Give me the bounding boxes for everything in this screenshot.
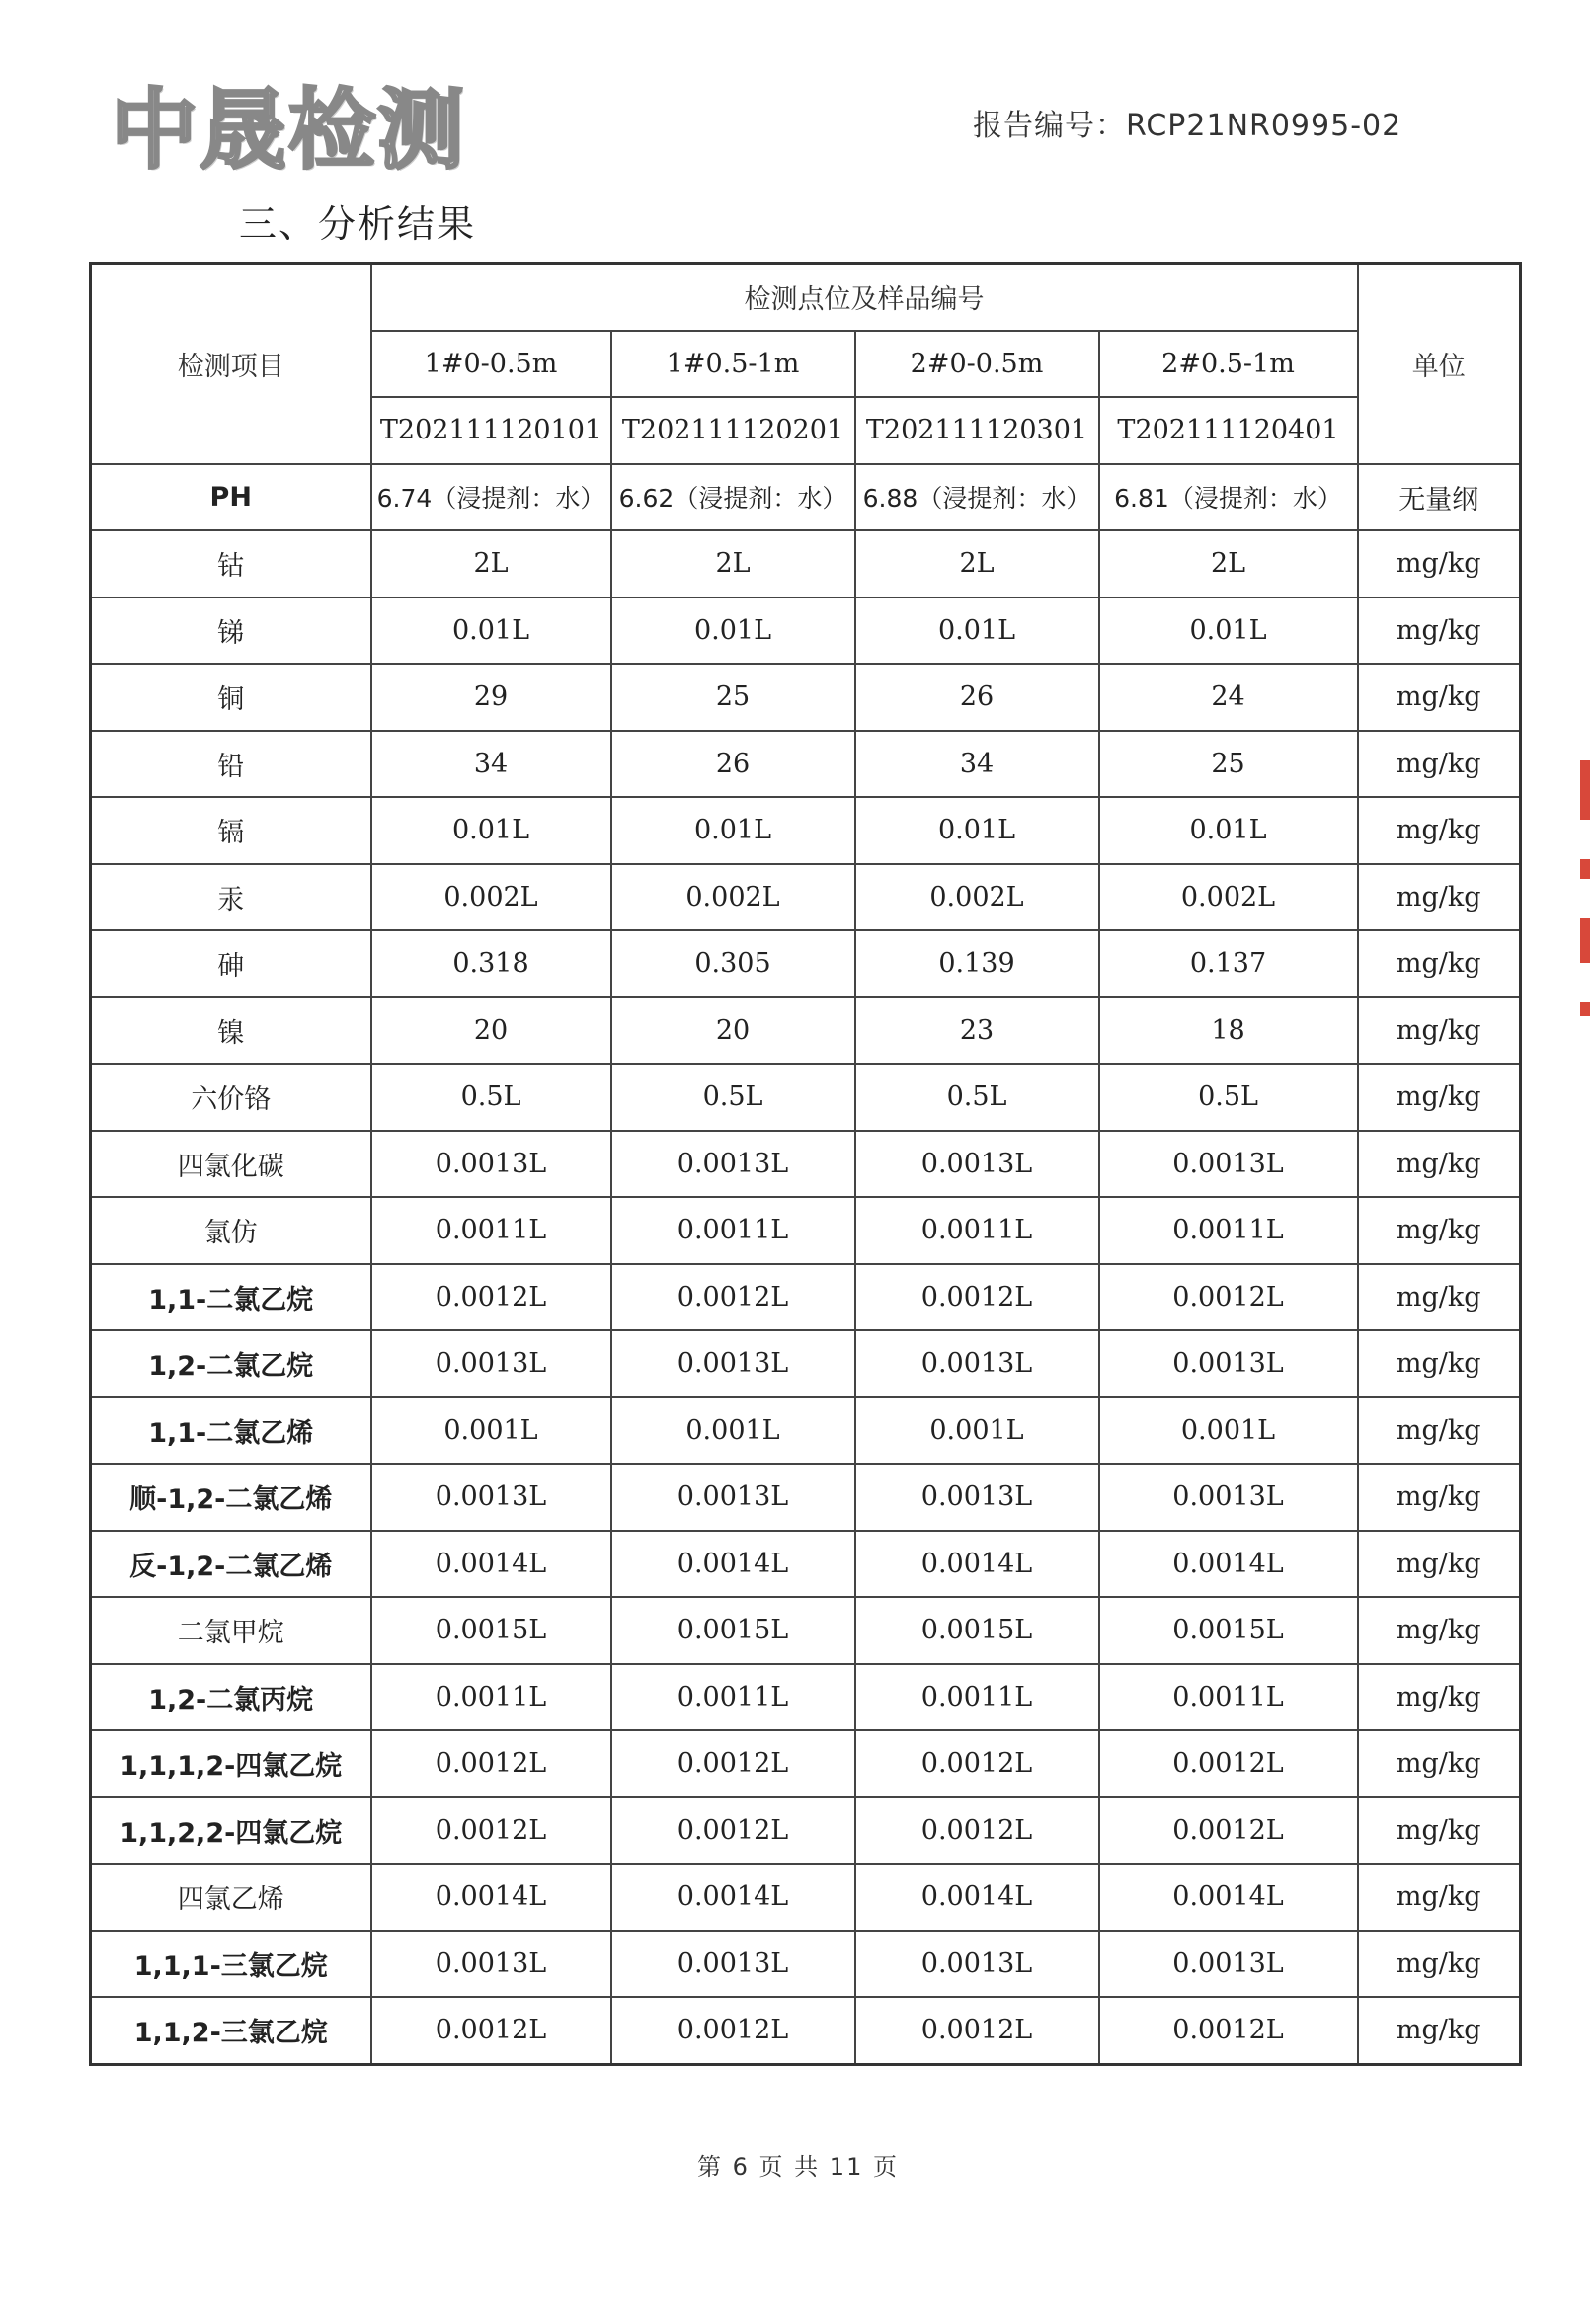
- table-row: [91, 997, 1521, 1065]
- table-row: [91, 1531, 1521, 1598]
- row-value: 0.0014L: [371, 1531, 611, 1598]
- row-unit: mg/kg: [1358, 1864, 1521, 1931]
- row-value: 34: [371, 731, 611, 798]
- row-item-name: 1,1-二氯乙烯: [91, 1397, 371, 1465]
- row-value: 0.0013L: [611, 1330, 855, 1397]
- row-value: 0.0013L: [1099, 1131, 1358, 1198]
- row-item-name: 1,1,2,2-四氯乙烷: [91, 1797, 371, 1865]
- row-value: 0.0012L: [1099, 1264, 1358, 1331]
- row-unit: mg/kg: [1358, 797, 1521, 864]
- row-item-name: 汞: [91, 864, 371, 931]
- row-value: 0.01L: [1099, 597, 1358, 665]
- row-item-name: 二氯甲烷: [91, 1597, 371, 1664]
- table-row: [91, 731, 1521, 798]
- table-row: [91, 797, 1521, 864]
- row-value: 6.88（浸提剂：水）: [855, 464, 1099, 531]
- row-value: 0.0012L: [371, 1997, 611, 2064]
- row-value: 0.0012L: [855, 1797, 1099, 1865]
- header-point: 1#0-0.5m: [371, 331, 611, 398]
- row-value: 20: [611, 997, 855, 1065]
- row-unit: mg/kg: [1358, 1330, 1521, 1397]
- row-unit: mg/kg: [1358, 1464, 1521, 1531]
- row-value: 0.0013L: [1099, 1464, 1358, 1531]
- row-value: 2L: [371, 530, 611, 597]
- row-unit: mg/kg: [1358, 1197, 1521, 1264]
- row-value: 0.0011L: [611, 1664, 855, 1731]
- row-unit: mg/kg: [1358, 597, 1521, 665]
- row-value: 25: [611, 664, 855, 731]
- row-item-name: 1,2-二氯丙烷: [91, 1664, 371, 1731]
- header-sample-id: T202111120101: [371, 397, 611, 464]
- row-value: 0.0015L: [611, 1597, 855, 1664]
- row-unit: mg/kg: [1358, 731, 1521, 798]
- table-row: [91, 1064, 1521, 1131]
- row-unit: mg/kg: [1358, 530, 1521, 597]
- table-row: [91, 1797, 1521, 1865]
- report-number-label: 报告编号：: [973, 109, 1126, 143]
- row-value: 0.5L: [1099, 1064, 1358, 1131]
- table-row: [91, 1464, 1521, 1531]
- row-item-name: 1,1,1,2-四氯乙烷: [91, 1730, 371, 1797]
- row-unit: mg/kg: [1358, 1597, 1521, 1664]
- row-item-name: 1,1-二氯乙烷: [91, 1264, 371, 1331]
- header-point: 2#0.5-1m: [1099, 331, 1358, 398]
- row-value: 2L: [611, 530, 855, 597]
- row-value: 0.0013L: [855, 1330, 1099, 1397]
- row-unit: mg/kg: [1358, 1131, 1521, 1198]
- row-value: 0.5L: [855, 1064, 1099, 1131]
- row-value: 0.0012L: [1099, 1997, 1358, 2064]
- table-row: [91, 1264, 1521, 1331]
- row-item-name: 四氯化碳: [91, 1131, 371, 1198]
- table-row: [91, 864, 1521, 931]
- row-value: 0.0014L: [855, 1531, 1099, 1598]
- row-value: 0.001L: [855, 1397, 1099, 1465]
- row-item-name: 六价铬: [91, 1064, 371, 1131]
- table-row: [91, 1597, 1521, 1664]
- row-item-name: 1,2-二氯乙烷: [91, 1330, 371, 1397]
- row-value: 0.0012L: [611, 1997, 855, 2064]
- row-value: 0.001L: [611, 1397, 855, 1465]
- row-value: 23: [855, 997, 1099, 1065]
- table-row: [91, 1197, 1521, 1264]
- row-value: 0.0013L: [855, 1464, 1099, 1531]
- row-value: 0.0012L: [1099, 1797, 1358, 1865]
- table-row: [91, 1397, 1521, 1465]
- row-unit: mg/kg: [1358, 1664, 1521, 1731]
- row-value: 0.0013L: [1099, 1330, 1358, 1397]
- row-unit: mg/kg: [1358, 864, 1521, 931]
- row-value: 0.139: [855, 930, 1099, 997]
- row-value: 24: [1099, 664, 1358, 731]
- row-value: 0.002L: [1099, 864, 1358, 931]
- row-unit: mg/kg: [1358, 1730, 1521, 1797]
- row-value: 0.002L: [855, 864, 1099, 931]
- row-unit: mg/kg: [1358, 930, 1521, 997]
- row-value: 0.0013L: [611, 1131, 855, 1198]
- results-table: [89, 262, 1522, 2066]
- row-value: 0.0012L: [855, 1730, 1099, 1797]
- row-value: 6.81（浸提剂：水）: [1099, 464, 1358, 531]
- row-value: 0.0014L: [855, 1864, 1099, 1931]
- table-row: [91, 530, 1521, 597]
- row-value: 0.01L: [855, 797, 1099, 864]
- section-title: 三、分析结果: [239, 202, 477, 246]
- row-value: 0.0011L: [611, 1197, 855, 1264]
- row-value: 0.0012L: [371, 1730, 611, 1797]
- row-value: 0.0012L: [371, 1264, 611, 1331]
- row-item-name: 1,1,2-三氯乙烷: [91, 1997, 371, 2064]
- row-value: 0.0013L: [371, 1330, 611, 1397]
- row-value: 0.01L: [855, 597, 1099, 665]
- table-row: [91, 1131, 1521, 1198]
- row-value: 0.137: [1099, 930, 1358, 997]
- row-item-name: 镉: [91, 797, 371, 864]
- row-unit: mg/kg: [1358, 1064, 1521, 1131]
- row-item-name: 铅: [91, 731, 371, 798]
- header-group: 检测点位及样品编号: [371, 264, 1358, 331]
- row-value: 0.318: [371, 930, 611, 997]
- row-value: 0.0011L: [371, 1197, 611, 1264]
- report-number-value: RCP21NR0995-02: [1126, 109, 1402, 143]
- row-value: 0.0014L: [611, 1531, 855, 1598]
- row-value: 0.305: [611, 930, 855, 997]
- row-value: 0.01L: [371, 597, 611, 665]
- row-item-name: 氯仿: [91, 1197, 371, 1264]
- row-value: 0.0011L: [1099, 1664, 1358, 1731]
- row-value: 0.0012L: [855, 1997, 1099, 2064]
- row-value: 2L: [1099, 530, 1358, 597]
- row-value: 0.0012L: [371, 1797, 611, 1865]
- row-value: 0.01L: [611, 797, 855, 864]
- table-row: [91, 1664, 1521, 1731]
- row-value: 0.0013L: [611, 1931, 855, 1998]
- report-number: [973, 101, 1401, 144]
- row-unit: mg/kg: [1358, 1997, 1521, 2064]
- row-item-name: 砷: [91, 930, 371, 997]
- row-value: 0.0012L: [611, 1264, 855, 1331]
- row-value: 0.0014L: [371, 1864, 611, 1931]
- table-row: [91, 930, 1521, 997]
- row-unit: mg/kg: [1358, 664, 1521, 731]
- row-value: 0.0013L: [371, 1464, 611, 1531]
- row-value: 0.01L: [611, 597, 855, 665]
- row-item-name: 镍: [91, 997, 371, 1065]
- row-item-name: 1,1,1-三氯乙烷: [91, 1931, 371, 1998]
- row-value: 0.5L: [371, 1064, 611, 1131]
- row-unit: 无量纲: [1358, 464, 1521, 531]
- table-row: [91, 664, 1521, 731]
- row-value: 26: [855, 664, 1099, 731]
- row-unit: mg/kg: [1358, 997, 1521, 1065]
- table-row: [91, 1997, 1521, 2064]
- table-row: [91, 1330, 1521, 1397]
- row-value: 0.0013L: [371, 1931, 611, 1998]
- row-value: 0.002L: [371, 864, 611, 931]
- header-sample-id: T202111120401: [1099, 397, 1358, 464]
- header-point: 2#0-0.5m: [855, 331, 1099, 398]
- row-value: 0.0013L: [371, 1131, 611, 1198]
- row-value: 0.0012L: [1099, 1730, 1358, 1797]
- company-logo: 中晟检测: [111, 79, 467, 181]
- table-row: [91, 1730, 1521, 1797]
- row-value: 0.0011L: [1099, 1197, 1358, 1264]
- row-value: 0.0011L: [855, 1197, 1099, 1264]
- row-unit: mg/kg: [1358, 1397, 1521, 1465]
- row-value: 0.0015L: [855, 1597, 1099, 1664]
- row-value: 0.0011L: [855, 1664, 1099, 1731]
- row-value: 20: [371, 997, 611, 1065]
- row-value: 6.62（浸提剂：水）: [611, 464, 855, 531]
- table-header-row: [91, 264, 1521, 331]
- row-value: 0.0015L: [1099, 1597, 1358, 1664]
- row-item-name: 钴: [91, 530, 371, 597]
- header-sample-id: T202111120201: [611, 397, 855, 464]
- row-unit: mg/kg: [1358, 1931, 1521, 1998]
- header-sample-id: T202111120301: [855, 397, 1099, 464]
- row-value: 0.0013L: [855, 1931, 1099, 1998]
- row-unit: mg/kg: [1358, 1531, 1521, 1598]
- row-value: 26: [611, 731, 855, 798]
- row-unit: mg/kg: [1358, 1264, 1521, 1331]
- row-value: 0.01L: [371, 797, 611, 864]
- row-value: 0.001L: [1099, 1397, 1358, 1465]
- row-value: 0.0013L: [1099, 1931, 1358, 1998]
- row-value: 0.001L: [371, 1397, 611, 1465]
- header-point: 1#0.5-1m: [611, 331, 855, 398]
- header-item: 检测项目: [91, 264, 371, 464]
- table-row: [91, 597, 1521, 665]
- row-item-name: PH: [91, 464, 371, 531]
- row-value: 0.0013L: [611, 1464, 855, 1531]
- header-unit: 单位: [1358, 264, 1521, 464]
- row-item-name: 四氯乙烯: [91, 1864, 371, 1931]
- row-value: 0.01L: [1099, 797, 1358, 864]
- row-value: 34: [855, 731, 1099, 798]
- table-row: [91, 464, 1521, 531]
- row-item-name: 锑: [91, 597, 371, 665]
- row-value: 0.0013L: [855, 1131, 1099, 1198]
- red-stamp-edge: [1580, 760, 1592, 1076]
- row-value: 18: [1099, 997, 1358, 1065]
- row-value: 6.74（浸提剂：水）: [371, 464, 611, 531]
- row-item-name: 反-1,2-二氯乙烯: [91, 1531, 371, 1598]
- row-value: 0.0015L: [371, 1597, 611, 1664]
- row-value: 0.0014L: [1099, 1864, 1358, 1931]
- row-value: 0.5L: [611, 1064, 855, 1131]
- row-item-name: 铜: [91, 664, 371, 731]
- page-footer: 第 6 页 共 11 页: [697, 2153, 899, 2181]
- row-value: 0.0011L: [371, 1664, 611, 1731]
- row-item-name: 顺-1,2-二氯乙烯: [91, 1464, 371, 1531]
- row-value: 0.002L: [611, 864, 855, 931]
- row-value: 0.0012L: [855, 1264, 1099, 1331]
- row-unit: mg/kg: [1358, 1797, 1521, 1865]
- row-value: 29: [371, 664, 611, 731]
- table-row: [91, 1864, 1521, 1931]
- row-value: 0.0014L: [1099, 1531, 1358, 1598]
- row-value: 25: [1099, 731, 1358, 798]
- row-value: 2L: [855, 530, 1099, 597]
- table-row: [91, 1931, 1521, 1998]
- row-value: 0.0012L: [611, 1730, 855, 1797]
- row-value: 0.0014L: [611, 1864, 855, 1931]
- row-value: 0.0012L: [611, 1797, 855, 1865]
